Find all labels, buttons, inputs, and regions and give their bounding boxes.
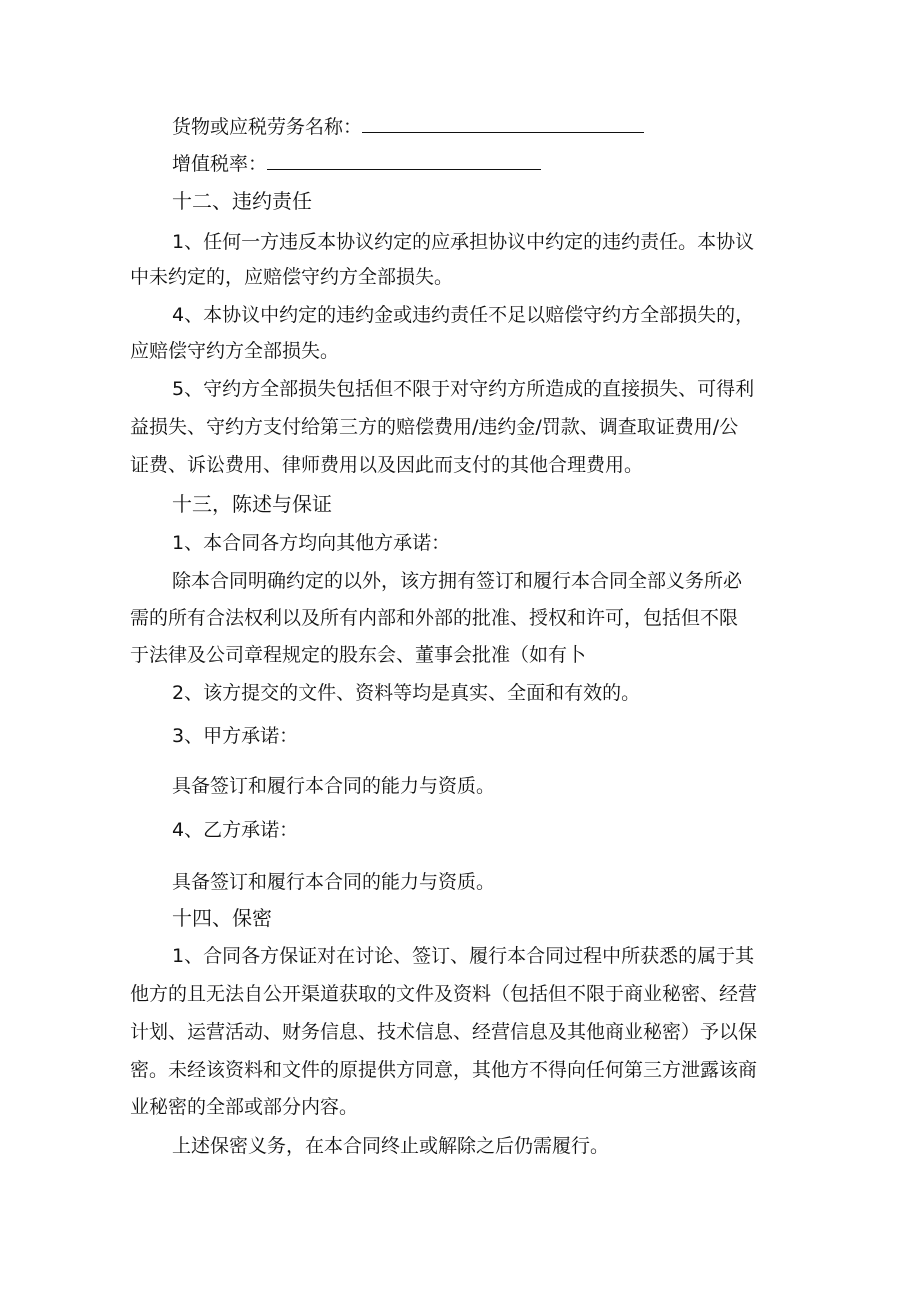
sec13-p4: 4、乙方承诺：: [172, 819, 299, 841]
goods-name-blank[interactable]: [362, 114, 644, 133]
goods-name-field-row: [172, 114, 792, 140]
section-14-title: 十四、保密: [172, 906, 272, 930]
sec12-p1-line2: 中未约定的，应赔偿守约方全部损失。: [130, 266, 454, 288]
sec13-p1-body-line1: 除本合同明确约定的以外，该方拥有签订和履行本合同全部义务所必: [172, 570, 743, 592]
sec14-p2: 上述保密义务，在本合同终止或解除之后仍需履行。: [172, 1135, 610, 1157]
sec12-p5-line1: 5、守约方全部损失包括但不限于对守约方所造成的直接损失、可得利: [172, 378, 755, 400]
vat-rate-blank[interactable]: [267, 151, 541, 170]
sec14-p1-line5: 业秘密的全部或部分内容。: [130, 1096, 359, 1118]
vat-rate-field-row: [172, 151, 792, 177]
section-12-title: 十二、违约责任: [172, 189, 312, 213]
sec13-p1-body-line2: 需的所有合法权利以及所有内部和外部的批准、授权和许可，包括但不限: [130, 607, 739, 629]
vat-rate-label: 增值税率：: [172, 153, 268, 175]
sec13-p4-body: 具备签订和履行本合同的能力与资质。: [172, 871, 496, 893]
sec12-p5-line3: 证费、诉讼费用、律师费用以及因此而支付的其他合理费用。: [130, 454, 644, 476]
sec13-p1-body-line3: 于法律及公司章程规定的股东会、董事会批准（如有卜: [130, 644, 587, 666]
sec13-p3: 3、甲方承诺：: [172, 725, 299, 747]
sec13-p2: 2、该方提交的文件、资料等均是真实、全面和有效的。: [172, 682, 641, 704]
goods-name-label: 货物或应税劳务名称：: [172, 116, 363, 138]
sec12-p4-line2: 应赔偿守约方全部损失。: [130, 340, 340, 362]
section-13-title: 十三，陈述与保证: [172, 492, 332, 516]
sec13-p3-body: 具备签订和履行本合同的能力与资质。: [172, 775, 496, 797]
sec12-p1-line1: 1、任何一方违反本协议约定的应承担协议中约定的违约责任。本协议: [172, 231, 755, 253]
sec13-p1: 1、本合同各方均向其他方承诺：: [172, 532, 451, 554]
sec14-p1-line1: 1、合同各方保证对在讨论、签订、履行本合同过程中所获悉的属于其: [172, 945, 755, 967]
sec14-p1-line3: 计划、运营活动、财务信息、技术信息、经营信息及其他商业秘密）予以保: [130, 1021, 758, 1043]
sec12-p5-line2: 益损失、守约方支付给第三方的赔偿费用/违约金/罚款、调查取证费用/公: [130, 416, 739, 438]
sec14-p1-line4: 密。未经该资料和文件的原提供方同意，其他方不得向任何第三方泄露该商: [130, 1059, 758, 1081]
sec14-p1-line2: 他方的且无法自公开渠道获取的文件及资料（包括但不限于商业秘密、经营: [130, 983, 758, 1005]
sec12-p4-line1: 4、本协议中约定的违约金或违约责任不足以赔偿守约方全部损失的，: [172, 304, 755, 326]
